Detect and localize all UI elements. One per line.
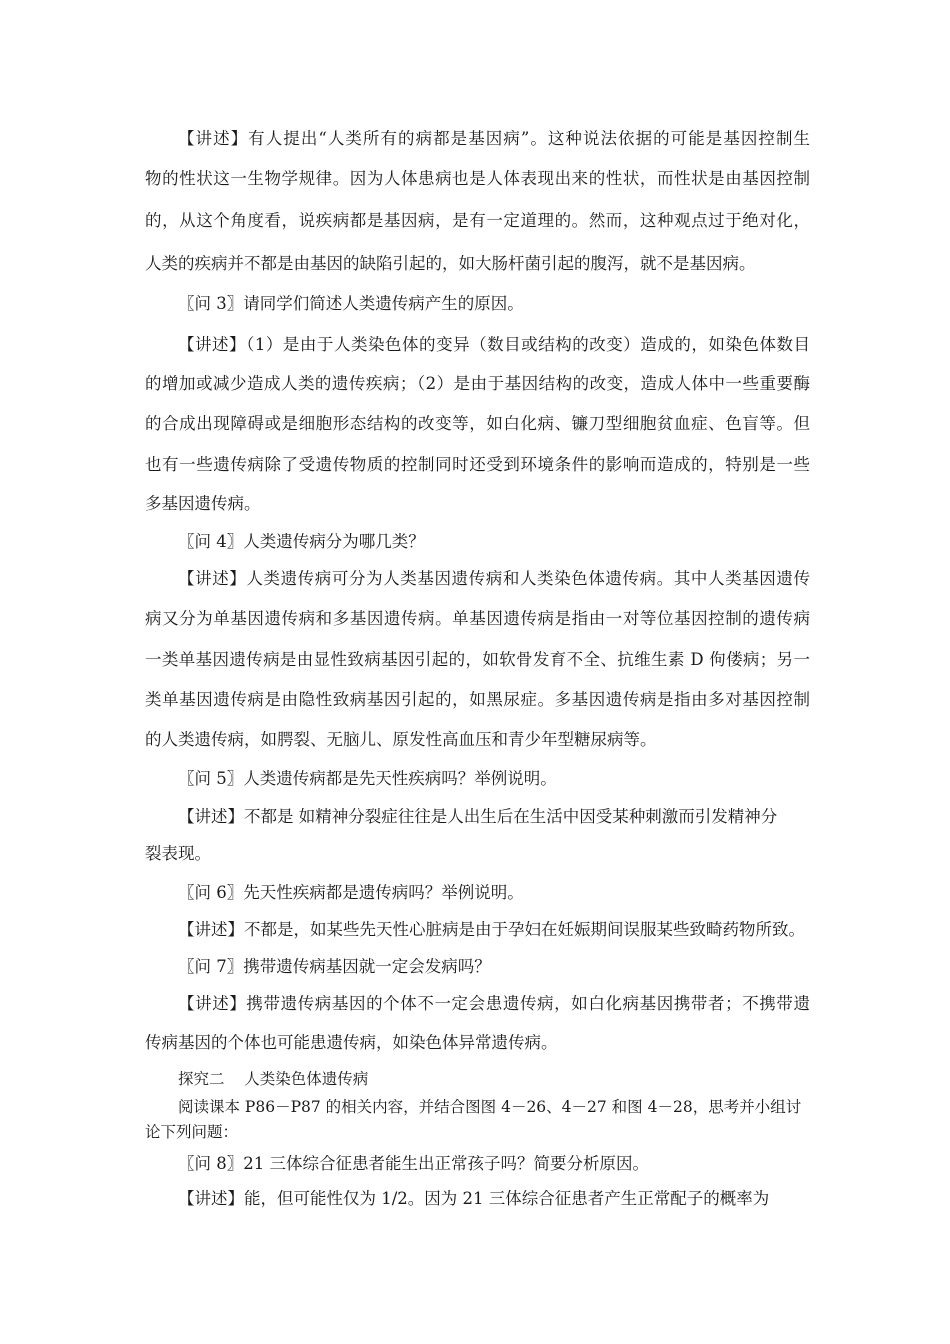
paragraph-line: 的合成出现障碍或是细胞形态结构的改变等，如白化病、镰刀型细胞贫血症、色盲等。但 xyxy=(145,414,810,433)
question-line: 〖问 3〗请同学们简述人类遗传病产生的原因。 xyxy=(178,294,524,313)
paragraph-line: 一类单基因遗传病是由显性致病基因引起的，如软骨发育不全、抗维生素 D 佝偻病；另一 xyxy=(145,650,811,669)
paragraph-line: 也有一些遗传病除了受遗传物质的控制同时还受到环境条件的影响而造成的，特别是一些 xyxy=(145,455,810,474)
question-line: 〖问 7〗携带遗传病基因就一定会发病吗？ xyxy=(178,957,491,976)
question-line: 〖问 5〗人类遗传病都是先天性疾病吗？举例说明。 xyxy=(178,769,557,788)
paragraph-line: 类单基因遗传病是由隐性致病基因引起的，如黑尿症。多基因遗传病是指由多对基因控制 xyxy=(145,690,810,709)
paragraph-line: 病又分为单基因遗传病和多基因遗传病。单基因遗传病是指由一对等位基因控制的遗传病 xyxy=(145,609,810,628)
paragraph-line: 的增加或减少造成人类的遗传疾病；（2）是由于基因结构的改变，造成人体中一些重要酶 xyxy=(145,374,810,393)
paragraph-line: 【讲述】能，但可能性仅为 1/2。因为 21 三体综合征患者产生正常配子的概率为 xyxy=(178,1189,770,1208)
paragraph-line: 的，从这个角度看，说疾病都是基因病，是有一定道理的。然而，这种观点过于绝对化， xyxy=(145,211,810,230)
paragraph-line: 【讲述】人类遗传病可分为人类基因遗传病和人类染色体遗传病。其中人类基因遗传 xyxy=(178,569,810,588)
paragraph-line: 人类的疾病并不都是由基因的缺陷引起的，如大肠杆菌引起的腹泻，就不是基因病。 xyxy=(145,254,756,273)
paragraph-line: 【讲述】携带遗传病基因的个体不一定会患遗传病，如白化病基因携带者；不携带遗 xyxy=(178,994,810,1013)
paragraph-line: 裂表现。 xyxy=(145,844,211,863)
paragraph-line: 【讲述】有人提出“人类所有的病都是基因病”。这种说法依据的可能是基因控制生 xyxy=(178,129,810,148)
paragraph-line: 论下列问题： xyxy=(145,1123,239,1141)
paragraph-line: 【讲述】不都是 如精神分裂症往往是人出生后在生活中因受某种刺激而引发精神分 xyxy=(178,807,778,826)
question-line: 〖问 4〗人类遗传病分为哪几类？ xyxy=(178,532,425,551)
paragraph-line: 多基因遗传病。 xyxy=(145,494,261,513)
paragraph-line: 阅读课本 P86－P87 的相关内容，并结合图图 4－26、4－27 和图 4－28，思考并小组讨 xyxy=(178,1098,802,1116)
question-line: 〖问 8〗21 三体综合征患者能生出正常孩子吗？简要分析原因。 xyxy=(178,1154,649,1173)
paragraph-line: 物的性状这一生物学规律。因为人体患病也是人体表现出来的性状，而性状是由基因控制 xyxy=(145,169,810,188)
paragraph-line: 传病基因的个体也可能患遗传病，如染色体异常遗传病。 xyxy=(145,1033,558,1052)
paragraph-line: 【讲述】（1）是由于人类染色体的变异（数目或结构的改变）造成的，如染色体数目 xyxy=(178,335,810,354)
paragraph-line: 的人类遗传病，如腭裂、无脑儿、原发性高血压和青少年型糖尿病等。 xyxy=(145,730,657,749)
paragraph-line: 【讲述】不都是，如某些先天性心脏病是由于孕妇在妊娠期间误服某些致畸药物所致。 xyxy=(178,920,805,939)
question-line: 〖问 6〗先天性疾病都是遗传病吗？举例说明。 xyxy=(178,883,524,902)
section-heading: 探究二 人类染色体遗传病 xyxy=(178,1070,369,1088)
